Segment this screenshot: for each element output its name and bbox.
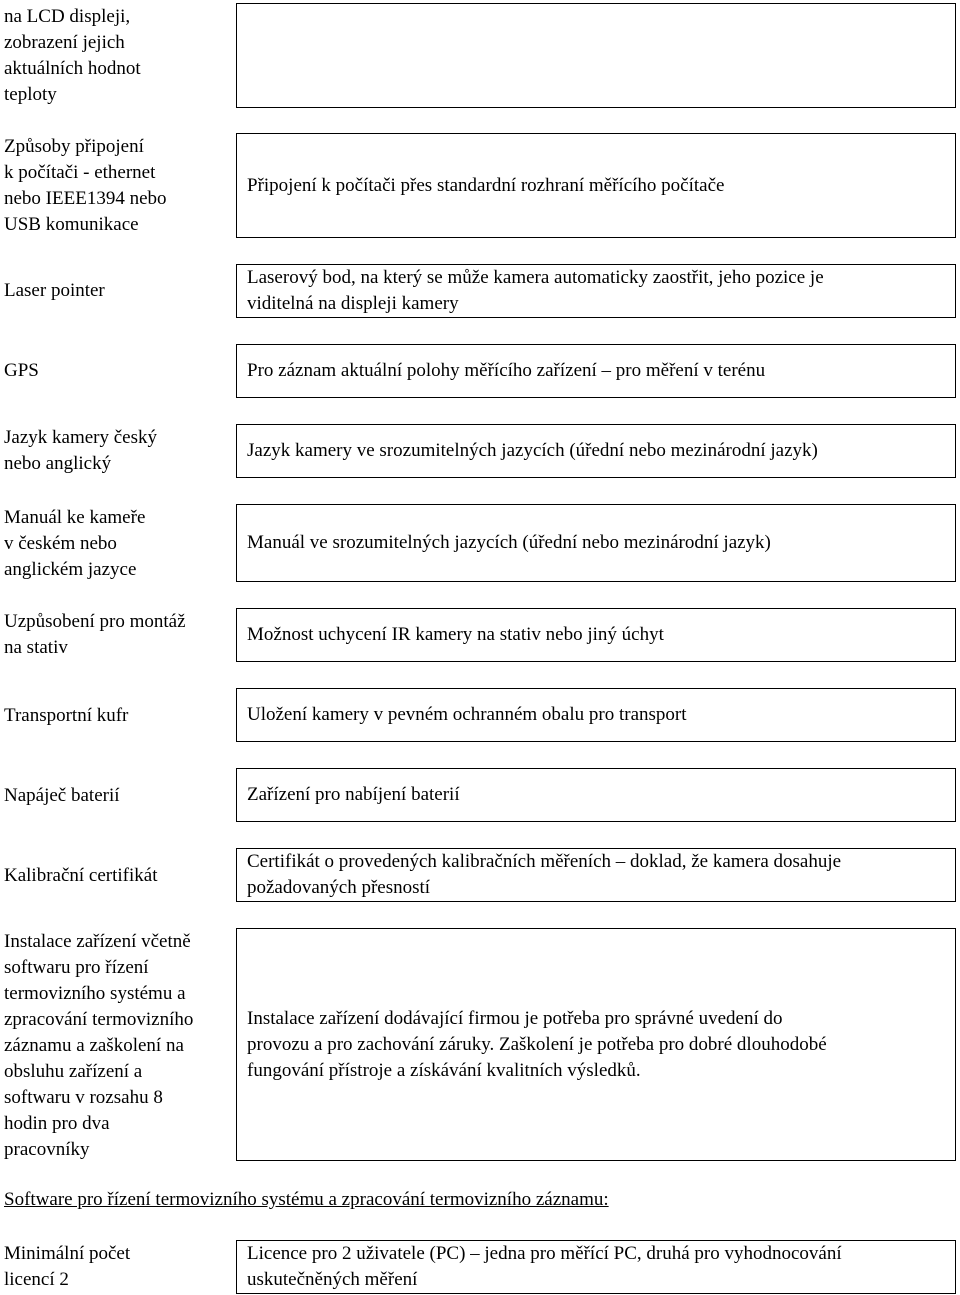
row-label-camera-language: Jazyk kamery český nebo anglický <box>4 427 157 474</box>
row-label-laser-pointer: Laser pointer <box>4 280 105 301</box>
row-label-lcd-display: na LCD displeji, zobrazení jejich aktuálních hodnot teploty <box>4 6 141 105</box>
row-label-gps: GPS <box>4 360 39 381</box>
row-description-laser-pointer: Laserový bod, na který se může kamera automaticky zaostřit, jeho pozice je viditelná na displeji kamery <box>236 264 956 318</box>
row-description-minimum-licenses: Licence pro 2 uživatele (PC) – jedna pro měřící PC, druhá pro vyhodnocování uskutečněných měření <box>236 1240 956 1294</box>
row-description-installation-training: Instalace zařízení dodávající firmou je potřeba pro správné uvedení do provozu a pro zachování záruky. Zaškolení je potřeba pro dobré dlouhodobé fungování přístroje a získávání kvalitních výsledků. <box>236 928 956 1161</box>
row-label-manual: Manuál ke kameře v českém nebo anglickém jazyce <box>4 507 146 580</box>
row-label-transport-case: Transportní kufr <box>4 705 129 726</box>
row-label-battery-charger: Napáječ baterií <box>4 785 120 806</box>
row-description-calibration-certificate: Certifikát o provedených kalibračních měřeních – doklad, že kamera dosahuje požadovaných přesností <box>236 848 956 902</box>
row-description-battery-charger: Zařízení pro nabíjení baterií <box>236 768 956 822</box>
row-label-calibration-certificate: Kalibrační certifikát <box>4 865 158 886</box>
row-description-camera-language: Jazyk kamery ve srozumitelných jazycích (úřední nebo mezinárodní jazyk) <box>236 424 956 478</box>
row-description-transport-case: Uložení kamery v pevném ochranném obalu pro transport <box>236 688 956 742</box>
row-description-tripod-mount: Možnost uchycení IR kamery na stativ nebo jiný úchyt <box>236 608 956 662</box>
software-section-heading: Software pro řízení termovizního systému a zpracování termovizního záznamu: <box>4 1189 609 1210</box>
row-description-manual: Manuál ve srozumitelných jazycích (úřední nebo mezinárodní jazyk) <box>236 504 956 582</box>
row-description-lcd-display <box>236 3 956 108</box>
row-label-pc-connection: Způsoby připojení k počítači - ethernet nebo IEEE1394 nebo USB komunikace <box>4 136 167 235</box>
row-description-pc-connection: Připojení k počítači přes standardní rozhraní měřícího počítače <box>236 133 956 238</box>
row-label-minimum-licenses: Minimální počet licencí 2 <box>4 1243 131 1290</box>
row-label-tripod-mount: Uzpůsobení pro montáž na stativ <box>4 611 186 658</box>
row-description-gps: Pro záznam aktuální polohy měřícího zařízení – pro měření v terénu <box>236 344 956 398</box>
row-label-installation-training: Instalace zařízení včetně softwaru pro řízení termovizního systému a zpracování termovizního záznamu a zaškolení na obsluhu zařízení a softwaru v rozsahu 8 hodin pro dva pracovníky <box>4 931 194 1160</box>
